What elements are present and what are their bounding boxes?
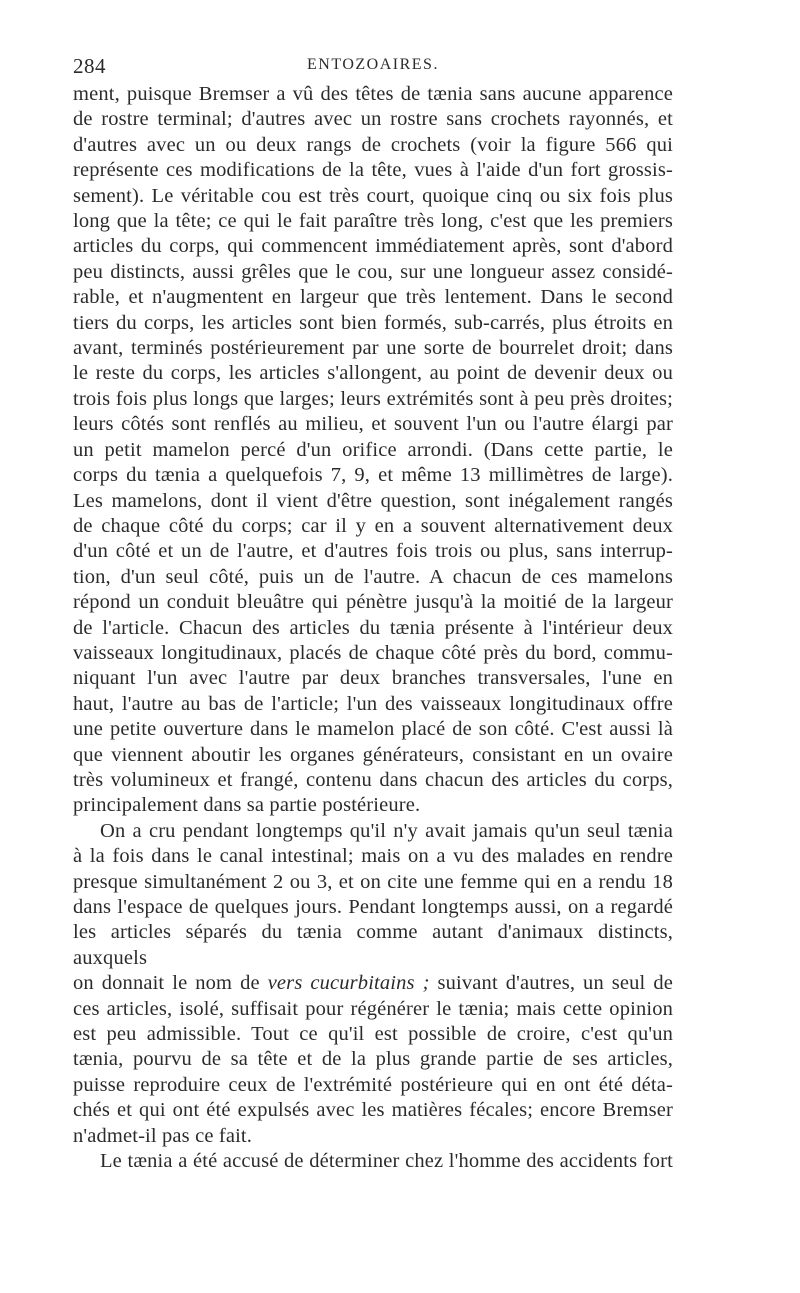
text-segment: on donnait le nom de bbox=[73, 972, 268, 995]
text-line: ces articles, isolé, suffisait pour régénérer le tænia; mais cette opinion bbox=[73, 997, 673, 1020]
text-line: trois fois plus longs que larges; leurs extrémités sont à peu près droites; bbox=[73, 387, 673, 410]
text-line: répond un conduit bleuâtre qui pénètre jusqu'à la moitié de la largeur bbox=[73, 591, 673, 614]
text-line: articles du corps, qui commencent immédiatement après, sont d'abord bbox=[73, 235, 673, 258]
text-line: chés et qui ont été expulsés avec les matières fécales; encore Bremser bbox=[73, 1099, 673, 1122]
text-line: presque simultanément 2 ou 3, et on cite une femme qui en a rendu 18 bbox=[73, 870, 673, 893]
body-text bbox=[73, 82, 673, 1174]
text-line: dans l'espace de quelques jours. Pendant longtemps aussi, on a regardé bbox=[73, 896, 673, 918]
text-line: tiers du corps, les articles sont bien formés, sub-carrés, plus étroits en bbox=[73, 311, 673, 334]
text-line: leurs côtés sont renflés au milieu, et souvent l'un ou l'autre élargi par bbox=[73, 413, 673, 436]
italic-term: vers cucurbitains ; bbox=[267, 972, 430, 995]
book-page bbox=[73, 52, 673, 1174]
text-line-with-italic bbox=[73, 971, 673, 996]
running-title: ENTOZOAIRES. bbox=[307, 56, 439, 73]
text-line: Les mamelons, dont il vient d'être question, sont inégalement rangés bbox=[73, 489, 673, 512]
text-line: représente ces modifications de la tête, vues à l'aide d'un fort grossis- bbox=[73, 159, 673, 182]
text-line: avant, terminés postérieurement par une sorte de bourrelet droit; dans bbox=[73, 337, 673, 360]
text-line: sement). Le véritable cou est très court, quoique cinq ou six fois plus bbox=[73, 184, 673, 207]
text-line: à la fois dans le canal intestinal; mais on a vu des malades en rendre bbox=[73, 845, 673, 868]
text-line: le reste du corps, les articles s'allongent, au point de devenir deux ou bbox=[73, 362, 673, 385]
text-line: puisse reproduire ceux de l'extrémité postérieure qui en ont été déta- bbox=[73, 1073, 673, 1096]
text-line: peu distincts, aussi grêles que le cou, sur une longueur assez considé- bbox=[73, 260, 673, 283]
text-line: de chaque côté du corps; car il y en a souvent alternativement deux bbox=[73, 514, 673, 537]
text-line: de l'article. Chacun des articles du tænia présente à l'intérieur deux bbox=[73, 616, 673, 639]
text-segment: suivant d'autres, un seul de bbox=[429, 972, 673, 995]
paragraph-start-line: Le tænia a été accusé de déterminer chez l'homme des accidents fort bbox=[100, 1150, 673, 1173]
text-line: un petit mamelon percé d'un orifice arrondi. (Dans cette partie, le bbox=[73, 438, 673, 461]
text-line: de rostre terminal; d'autres avec un rostre sans crochets rayonnés, et bbox=[73, 108, 673, 131]
text-line: d'un côté et un de l'autre, et d'autres fois trois ou plus, sans interrup- bbox=[73, 540, 673, 563]
paragraph-end-line: principalement dans sa partie postérieure. bbox=[73, 794, 421, 817]
paragraph-end-line: n'admet-il pas ce fait. bbox=[73, 1124, 253, 1147]
running-head bbox=[73, 52, 673, 82]
text-line: une petite ouverture dans le mamelon placé de son côté. C'est aussi là bbox=[73, 718, 673, 741]
text-line: est peu admissible. Tout ce qu'il est possible de croire, c'est qu'un bbox=[73, 1023, 673, 1046]
text-line: long que la tête; ce qui le fait paraître très long, c'est que les premiers bbox=[73, 210, 673, 233]
text-line: que viennent aboutir les organes générateurs, consistant en un ovaire bbox=[73, 743, 673, 766]
text-line: les articles séparés du tænia comme autant d'animaux distincts, auxquels bbox=[73, 921, 673, 969]
text-line: tion, d'un seul côté, puis un de l'autre. A chacun de ces mamelons bbox=[73, 565, 673, 588]
page-number: 284 bbox=[73, 54, 106, 78]
text-line: d'autres avec un ou deux rangs de crochets (voir la figure 566 qui bbox=[73, 133, 673, 156]
text-line: haut, l'autre au bas de l'article; l'un des vaisseaux longitudinaux offre bbox=[73, 692, 673, 715]
text-line: niquant l'un avec l'autre par deux branches transversales, l'une en bbox=[73, 667, 673, 690]
paragraph-start-line: On a cru pendant longtemps qu'il n'y avait jamais qu'un seul tænia bbox=[100, 819, 673, 842]
text-line: rable, et n'augmentent en largeur que très lentement. Dans le second bbox=[73, 286, 673, 309]
text-line: vaisseaux longitudinaux, placés de chaque côté près du bord, commu- bbox=[73, 641, 673, 664]
text-line: corps du tænia a quelquefois 7, 9, et même 13 millimètres de large). bbox=[73, 464, 673, 487]
text-line: très volumineux et frangé, contenu dans chacun des articles du corps, bbox=[73, 768, 673, 791]
text-line: ment, puisque Bremser a vû des têtes de tænia sans aucune apparence bbox=[73, 83, 673, 105]
text-line: tænia, pourvu de sa tête et de la plus grande partie de ses articles, bbox=[73, 1048, 673, 1071]
